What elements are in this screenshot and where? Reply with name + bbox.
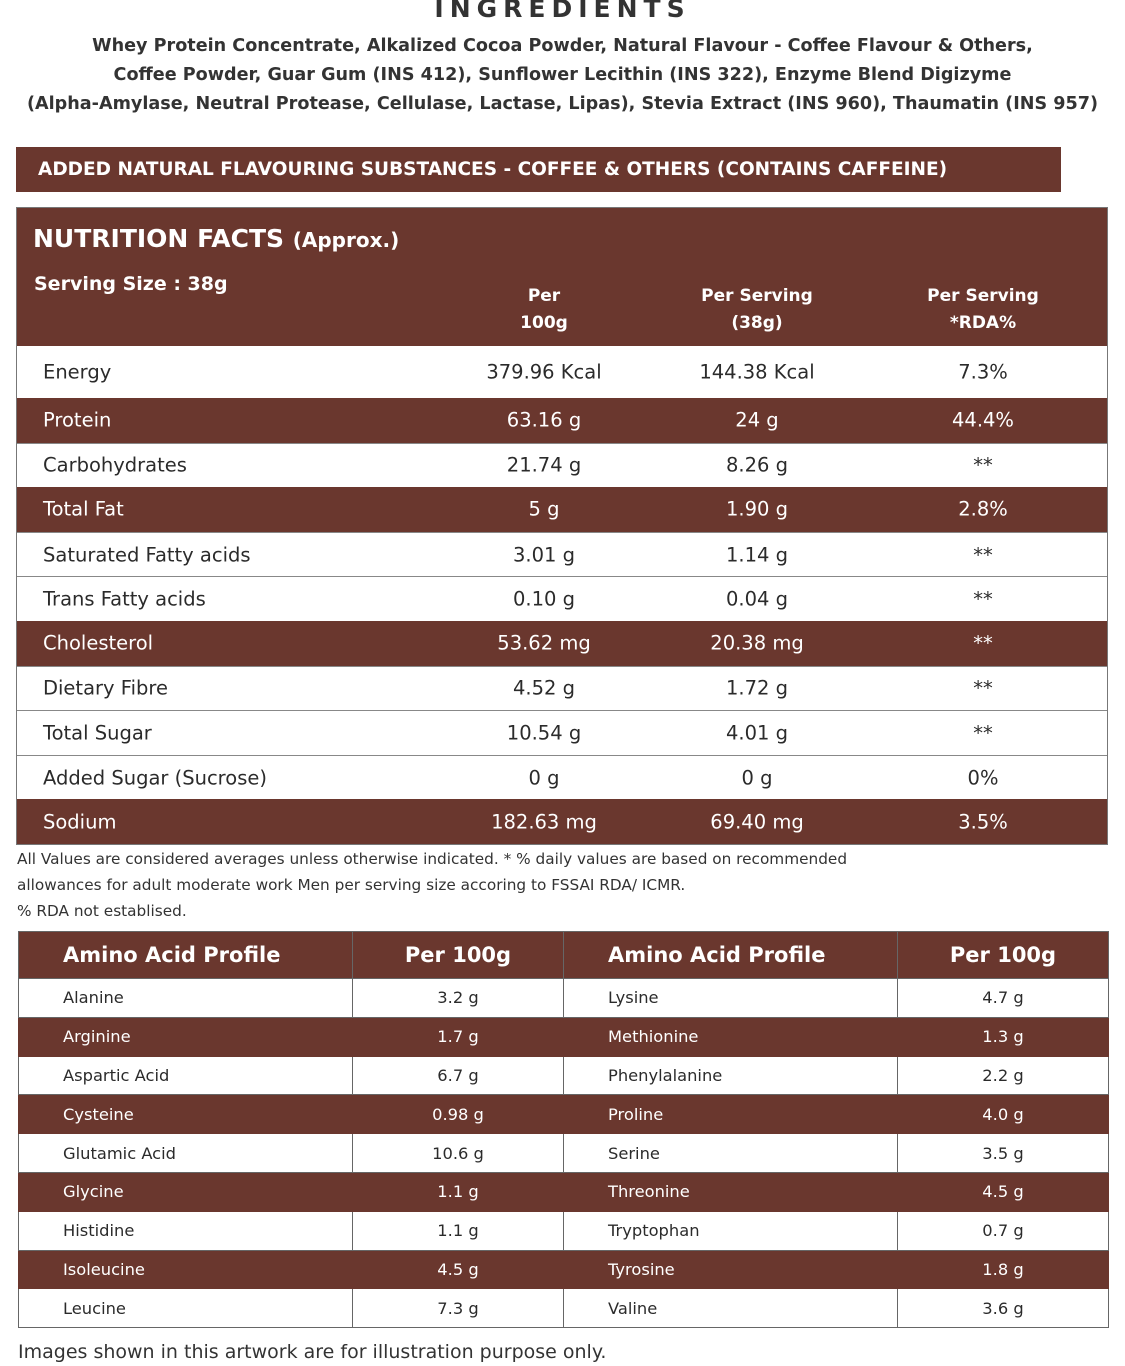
- ingredients-title: INGREDIENTS: [434, 0, 691, 23]
- nutrition-row: [17, 799, 1107, 844]
- nutrition-row: [17, 532, 1107, 577]
- value-per-serving: 8.26 g: [726, 453, 788, 477]
- value-per-100g: 5 g: [528, 497, 560, 521]
- amino-acid-value: 1.1 g: [353, 1211, 564, 1250]
- value-per-serving: 1.14 g: [726, 543, 788, 567]
- amino-acid-value: 0.7 g: [898, 1211, 1109, 1250]
- value-per-serving: 69.40 mg: [710, 810, 804, 834]
- value-rda: **: [973, 631, 993, 655]
- amino-acid-table: [18, 931, 1109, 1328]
- value-per-100g: 21.74 g: [506, 453, 582, 477]
- value-rda: 0%: [967, 766, 999, 790]
- column-header-line: Per: [527, 286, 561, 306]
- amino-row: [19, 1211, 1109, 1250]
- amino-header-per100g: Per 100g: [353, 932, 564, 979]
- amino-header-per100g: Per 100g: [898, 932, 1109, 979]
- amino-acid-value: 1.3 g: [898, 1017, 1109, 1056]
- footnote-line: allowances for adult moderate work Men per serving size accoring to FSSAI RDA/ ICMR.: [17, 876, 686, 894]
- nutrient-name: Total Sugar: [43, 721, 152, 745]
- footnote-line: All Values are considered averages unless otherwise indicated. * % daily values are based on recommended: [17, 850, 848, 868]
- amino-acid-name: Cysteine: [19, 1095, 353, 1134]
- amino-row: [19, 1134, 1109, 1173]
- column-header-per-serving: [657, 283, 857, 337]
- value-rda: **: [973, 543, 993, 567]
- nutrition-facts-table: [16, 207, 1108, 845]
- footnote-line: % RDA not establised.: [17, 902, 187, 920]
- nutrition-row: [17, 576, 1107, 621]
- amino-row: [19, 1056, 1109, 1095]
- value-per-serving: 144.38 Kcal: [699, 360, 815, 384]
- amino-acid-name: Aspartic Acid: [19, 1056, 353, 1095]
- value-per-100g: 10.54 g: [506, 721, 582, 745]
- nutrient-name: Protein: [43, 408, 112, 432]
- amino-acid-value: 1.7 g: [353, 1017, 564, 1056]
- nutrient-name: Total Fat: [43, 497, 124, 521]
- nutrient-name: Cholesterol: [43, 631, 154, 655]
- amino-header-profile: Amino Acid Profile: [19, 932, 353, 979]
- nutrition-row: [17, 346, 1107, 398]
- value-per-serving: 0 g: [741, 766, 773, 790]
- column-header-line: Per Serving: [701, 286, 813, 306]
- amino-acid-value: 4.5 g: [353, 1250, 564, 1289]
- nutrition-row: [17, 398, 1107, 443]
- amino-acid-value: 4.0 g: [898, 1095, 1109, 1134]
- value-rda: 3.5%: [958, 810, 1008, 834]
- value-rda: **: [973, 587, 993, 611]
- flavouring-banner: ADDED NATURAL FLAVOURING SUBSTANCES - COFFEE & OTHERS (CONTAINS CAFFEINE): [16, 147, 1061, 192]
- nutrient-name: Energy: [43, 360, 112, 384]
- amino-acid-name: Serine: [564, 1134, 898, 1173]
- nutrition-row: [17, 443, 1107, 488]
- value-per-serving: 1.90 g: [726, 497, 788, 521]
- amino-row: [19, 1250, 1109, 1289]
- amino-acid-name: Phenylalanine: [564, 1056, 898, 1095]
- value-rda: 44.4%: [952, 408, 1014, 432]
- amino-acid-name: Alanine: [19, 979, 353, 1018]
- value-per-serving: 20.38 mg: [710, 631, 804, 655]
- amino-row: [19, 979, 1109, 1018]
- value-per-serving: 24 g: [735, 408, 779, 432]
- serving-size: Serving Size : 38g: [34, 273, 228, 295]
- amino-acid-name: Isoleucine: [19, 1250, 353, 1289]
- nutrient-name: Trans Fatty acids: [43, 587, 206, 611]
- amino-acid-value: 0.98 g: [353, 1095, 564, 1134]
- amino-acid-name: Threonine: [564, 1172, 898, 1211]
- value-per-serving: 1.72 g: [726, 676, 788, 700]
- amino-acid-value: 1.8 g: [898, 1250, 1109, 1289]
- nutrition-footnote: [17, 846, 1107, 924]
- ingredients-line: (Alpha-Amylase, Neutral Protease, Cellulase, Lactase, Lipas), Stevia Extract (INS 960), Thaumatin (INS 957): [26, 94, 1099, 114]
- value-rda: 7.3%: [958, 360, 1008, 384]
- column-header-line: 100g: [520, 313, 568, 333]
- amino-acid-value: 7.3 g: [353, 1289, 564, 1328]
- column-header-per-100g: [444, 283, 644, 337]
- nutrient-name: Sodium: [43, 810, 117, 834]
- column-header-line: Per Serving: [927, 286, 1039, 306]
- value-per-serving: 0.04 g: [726, 587, 788, 611]
- value-per-100g: 182.63 mg: [491, 810, 597, 834]
- nutrition-row: [17, 710, 1107, 755]
- amino-row: [19, 1172, 1109, 1211]
- amino-row: [19, 1289, 1109, 1328]
- amino-acid-name: Arginine: [19, 1017, 353, 1056]
- ingredients-list: [0, 32, 1125, 119]
- nutrition-row: [17, 487, 1107, 532]
- value-rda: **: [973, 676, 993, 700]
- ingredients-line: Coffee Powder, Guar Gum (INS 412), Sunflower Lecithin (INS 322), Enzyme Blend Digizyme: [113, 65, 1012, 85]
- illustration-disclaimer: Images shown in this artwork are for illustration purpose only.: [18, 1341, 607, 1363]
- value-per-100g: 63.16 g: [506, 408, 582, 432]
- amino-acid-value: 3.5 g: [898, 1134, 1109, 1173]
- amino-acid-value: 2.2 g: [898, 1056, 1109, 1095]
- nutrition-row: [17, 666, 1107, 711]
- amino-acid-value: 6.7 g: [353, 1056, 564, 1095]
- nutrient-name: Saturated Fatty acids: [43, 543, 251, 567]
- amino-acid-name: Glutamic Acid: [19, 1134, 353, 1173]
- column-header-rda: [883, 283, 1083, 337]
- amino-acid-value: 4.7 g: [898, 979, 1109, 1018]
- nutrient-name: Dietary Fibre: [43, 676, 168, 700]
- value-rda: **: [973, 721, 993, 745]
- amino-acid-name: Tyrosine: [564, 1250, 898, 1289]
- value-per-100g: 53.62 mg: [497, 631, 591, 655]
- amino-header-row: [19, 932, 1109, 979]
- value-per-serving: 4.01 g: [726, 721, 788, 745]
- amino-acid-value: 4.5 g: [898, 1172, 1109, 1211]
- nutrition-row: [17, 621, 1107, 666]
- nutrition-title: [33, 224, 399, 253]
- nutrient-name: Added Sugar (Sucrose): [43, 766, 267, 790]
- amino-acid-name: Valine: [564, 1289, 898, 1328]
- amino-acid-name: Tryptophan: [564, 1211, 898, 1250]
- column-header-line: (38g): [731, 313, 783, 333]
- amino-acid-name: Histidine: [19, 1211, 353, 1250]
- amino-acid-name: Lysine: [564, 979, 898, 1018]
- amino-acid-value: 10.6 g: [353, 1134, 564, 1173]
- amino-acid-name: Methionine: [564, 1017, 898, 1056]
- nutrition-body: [17, 346, 1107, 844]
- value-per-100g: 3.01 g: [513, 543, 575, 567]
- amino-acid-name: Glycine: [19, 1172, 353, 1211]
- amino-body: [19, 979, 1109, 1328]
- amino-acid-value: 3.2 g: [353, 979, 564, 1018]
- nutrition-title-main: NUTRITION FACTS: [33, 224, 285, 253]
- value-rda: **: [973, 453, 993, 477]
- nutrition-title-suffix: (Approx.): [292, 228, 400, 252]
- column-header-line: *RDA%: [949, 313, 1017, 333]
- amino-acid-value: 3.6 g: [898, 1289, 1109, 1328]
- nutrient-name: Carbohydrates: [43, 453, 187, 477]
- amino-acid-name: Leucine: [19, 1289, 353, 1328]
- nutrition-row: [17, 755, 1107, 800]
- value-per-100g: 0 g: [528, 766, 560, 790]
- amino-row: [19, 1095, 1109, 1134]
- amino-row: [19, 1017, 1109, 1056]
- value-rda: 2.8%: [958, 497, 1008, 521]
- amino-acid-name: Proline: [564, 1095, 898, 1134]
- amino-acid-value: 1.1 g: [353, 1172, 564, 1211]
- value-per-100g: 0.10 g: [513, 587, 575, 611]
- ingredients-line: Whey Protein Concentrate, Alkalized Cocoa Powder, Natural Flavour - Coffee Flavour & Others,: [92, 36, 1033, 56]
- nutrition-header: [17, 208, 1107, 346]
- amino-header-profile: Amino Acid Profile: [564, 932, 898, 979]
- value-per-100g: 379.96 Kcal: [486, 360, 602, 384]
- value-per-100g: 4.52 g: [513, 676, 575, 700]
